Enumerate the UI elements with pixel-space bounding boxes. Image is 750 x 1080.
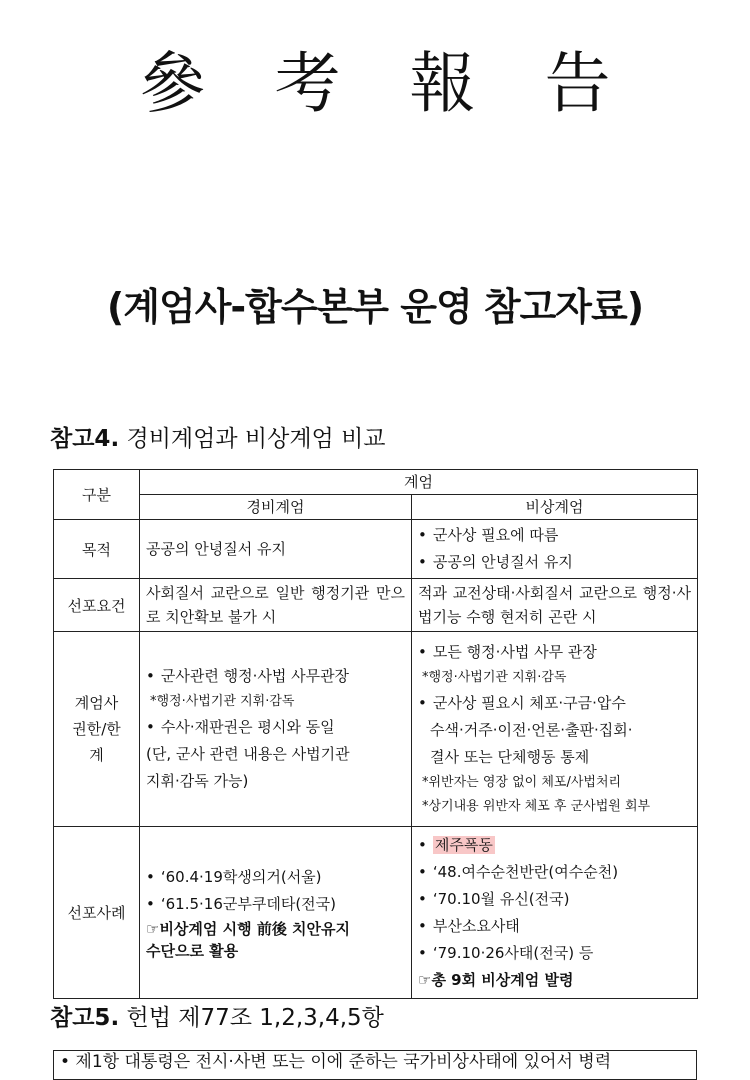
cell-line: *위반자는 영장 없이 체포/사법처리	[422, 775, 622, 790]
row-cell-a	[140, 827, 412, 999]
ref5-table-cut-row	[53, 1050, 697, 1080]
row-cell-a	[140, 520, 412, 579]
cell-line: (단, 군사 관련 내용은 사법기관	[146, 745, 350, 763]
ref5-title: 헌법 제77조 1,2,3,4,5항	[126, 1005, 384, 1031]
comparison-table	[53, 469, 698, 999]
row-cell-a: 사회질서 교란으로 일반 행정기관 만으로 치안확보 불가 시	[140, 579, 412, 632]
row-category: 목적	[54, 520, 140, 579]
row-category: 선포요건	[54, 579, 140, 632]
cell-line: 결사 또는 단체행동 통제	[430, 748, 590, 766]
table-header-row	[54, 470, 698, 495]
highlighted-case: 제주폭동	[434, 835, 493, 854]
cell-line: • 수사·재판권은 평시와 동일	[146, 714, 405, 741]
cell-line: ☞총 9회 비상계엄 발령	[418, 970, 574, 989]
table-row-purpose	[54, 520, 698, 579]
cell-line: • ‘79.10·26사태(전국) 등	[418, 940, 691, 967]
cell-line: • 군사관련 행정·사법 사무관장	[146, 663, 405, 690]
table-subheader-row	[54, 495, 698, 520]
header-group: 계엄	[140, 470, 698, 495]
ref4-heading	[50, 424, 386, 454]
ref4-number: 참고4.	[50, 426, 120, 452]
document-title: 參 考 報 告	[139, 45, 635, 122]
cell-line: • ‘70.10월 유신(전국)	[418, 886, 691, 913]
cell-line: • 군사상 필요시 체포·구금·압수	[418, 690, 691, 717]
cell-line: • ‘60.4·19학생의거(서울)	[146, 864, 405, 891]
header-col-b: 비상계엄	[412, 495, 698, 520]
cell-line: 수단으로 활용	[146, 941, 239, 960]
cell-line: *행정·사법기관 지휘·감독	[422, 670, 567, 685]
row-cell-b	[412, 632, 698, 827]
row-cell-b	[412, 520, 698, 579]
category-line: 권한/한	[72, 720, 121, 738]
document-subtitle: (계엄사-합수본부 운영 참고자료)	[106, 285, 644, 329]
category-line: 계엄사	[74, 694, 119, 712]
cell-line: • 군사상 필요에 따름	[418, 522, 691, 549]
table-row-cases	[54, 827, 698, 999]
category-line: 계	[89, 746, 104, 764]
cell-line: • 모든 행정·사법 사무 관장	[418, 639, 691, 666]
row-cell-a	[140, 632, 412, 827]
header-category: 구분	[54, 470, 140, 520]
ref5-heading	[50, 1003, 384, 1033]
ref4-title: 경비계엄과 비상계엄 비교	[126, 426, 386, 452]
row-category: 선포사례	[54, 827, 140, 999]
cell-line: *행정·사법기관 지휘·감독	[150, 694, 295, 709]
cell-line: 지휘·감독 가능)	[146, 772, 249, 790]
cell-line: • ‘61.5·16군부쿠데타(전국)	[146, 891, 405, 918]
cell-line: • 부산소요사태	[418, 913, 691, 940]
cell-line	[418, 832, 691, 859]
row-cell-b: 적과 교전상태·사회질서 교란으로 행정·사법기능 수행 현저히 곤란 시	[412, 579, 698, 632]
row-cell-b	[412, 827, 698, 999]
cell-line: 수색·거주·이전·언론·출판·집회·	[430, 721, 633, 739]
ref5-cut-text: • 제1항 대통령은 전시·사변 또는 이에 준하는 국가비상사태에 있어서 병력	[60, 1052, 612, 1072]
ref5-number: 참고5.	[50, 1005, 120, 1031]
row-category	[54, 632, 140, 827]
header-col-a: 경비계엄	[140, 495, 412, 520]
cell-line: • 공공의 안녕질서 유지	[418, 549, 691, 576]
cell-line: *상기내용 위반자 체포 후 군사법원 회부	[422, 799, 651, 814]
cell-line: 공공의 안녕질서 유지	[146, 539, 286, 558]
table-row-requirement	[54, 579, 698, 632]
cell-line: ☞비상계엄 시행 前後 치안유지	[146, 919, 351, 938]
cell-line: • ‘48.여수순천반란(여수순천)	[418, 859, 691, 886]
table-row-authority	[54, 632, 698, 827]
